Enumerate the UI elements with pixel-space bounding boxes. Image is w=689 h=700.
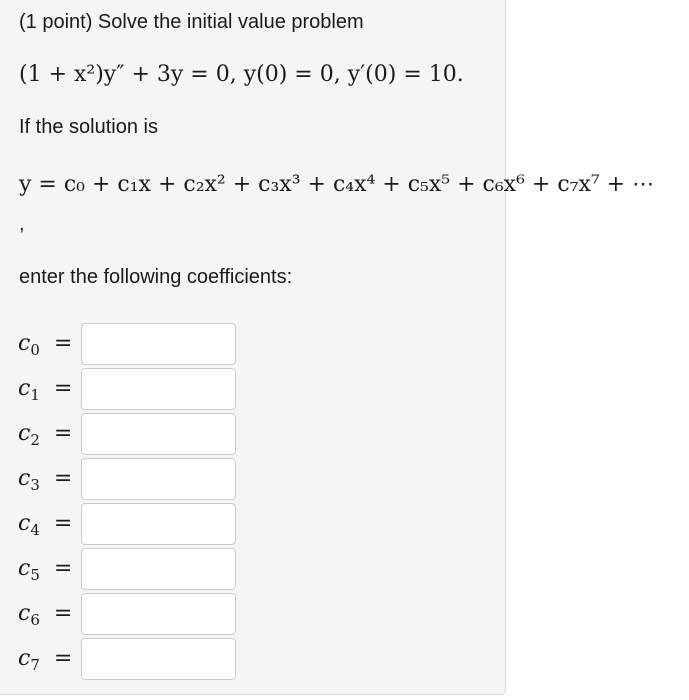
coefficient-label-c1: $c_1$ = (18, 376, 73, 404)
coefficient-row-c5 (18, 548, 248, 590)
if-solution-text: If the solution is (19, 116, 158, 138)
coefficient-label-c5: $c_5$ = (18, 556, 73, 584)
initial-condition-1: y(0) = 0, (243, 62, 341, 87)
coefficient-row-c3 (18, 458, 248, 500)
coefficient-row-c7 (18, 638, 248, 680)
coefficient-row-c2 (18, 413, 248, 455)
coefficient-row-c4 (18, 503, 248, 545)
coefficient-row-c6 (18, 593, 248, 635)
coefficient-label-c7: $c_7$ = (18, 646, 73, 674)
coefficient-input-c1[interactable] (81, 368, 236, 410)
coefficient-label-c2: $c_2$ = (18, 421, 73, 449)
coefficient-label-c0: $c_0$ = (18, 331, 73, 359)
coefficient-label-c3: $c_3$ = (18, 466, 73, 494)
coefficient-label-c4: $c_4$ = (18, 511, 73, 539)
series-expansion: y = c₀ + c₁x + c₂x² + c₃x³ + c₄x⁴ + c₅x⁵ + c₆x⁶ + c₇x⁷ + ⋯ (19, 172, 655, 197)
ode-main: (1 + x²)y″ + 3y = 0, (19, 62, 237, 87)
initial-condition-2: y′(0) = 10. (347, 62, 464, 87)
ode-equation (19, 62, 464, 87)
coefficient-input-c2[interactable] (81, 413, 236, 455)
coefficient-input-c4[interactable] (81, 503, 236, 545)
coefficient-input-c7[interactable] (81, 638, 236, 680)
comma-text: , (19, 213, 25, 235)
coefficient-input-c5[interactable] (81, 548, 236, 590)
coefficient-input-c0[interactable] (81, 323, 236, 365)
enter-coefficients-text: enter the following coefficients: (19, 266, 293, 288)
coefficient-row-c0 (18, 323, 248, 365)
coefficient-label-c6: $c_6$ = (18, 601, 73, 629)
problem-intro: (1 point) Solve the initial value problem (19, 11, 364, 33)
coefficient-input-c6[interactable] (81, 593, 236, 635)
coefficient-input-c3[interactable] (81, 458, 236, 500)
coefficient-row-c1 (18, 368, 248, 410)
